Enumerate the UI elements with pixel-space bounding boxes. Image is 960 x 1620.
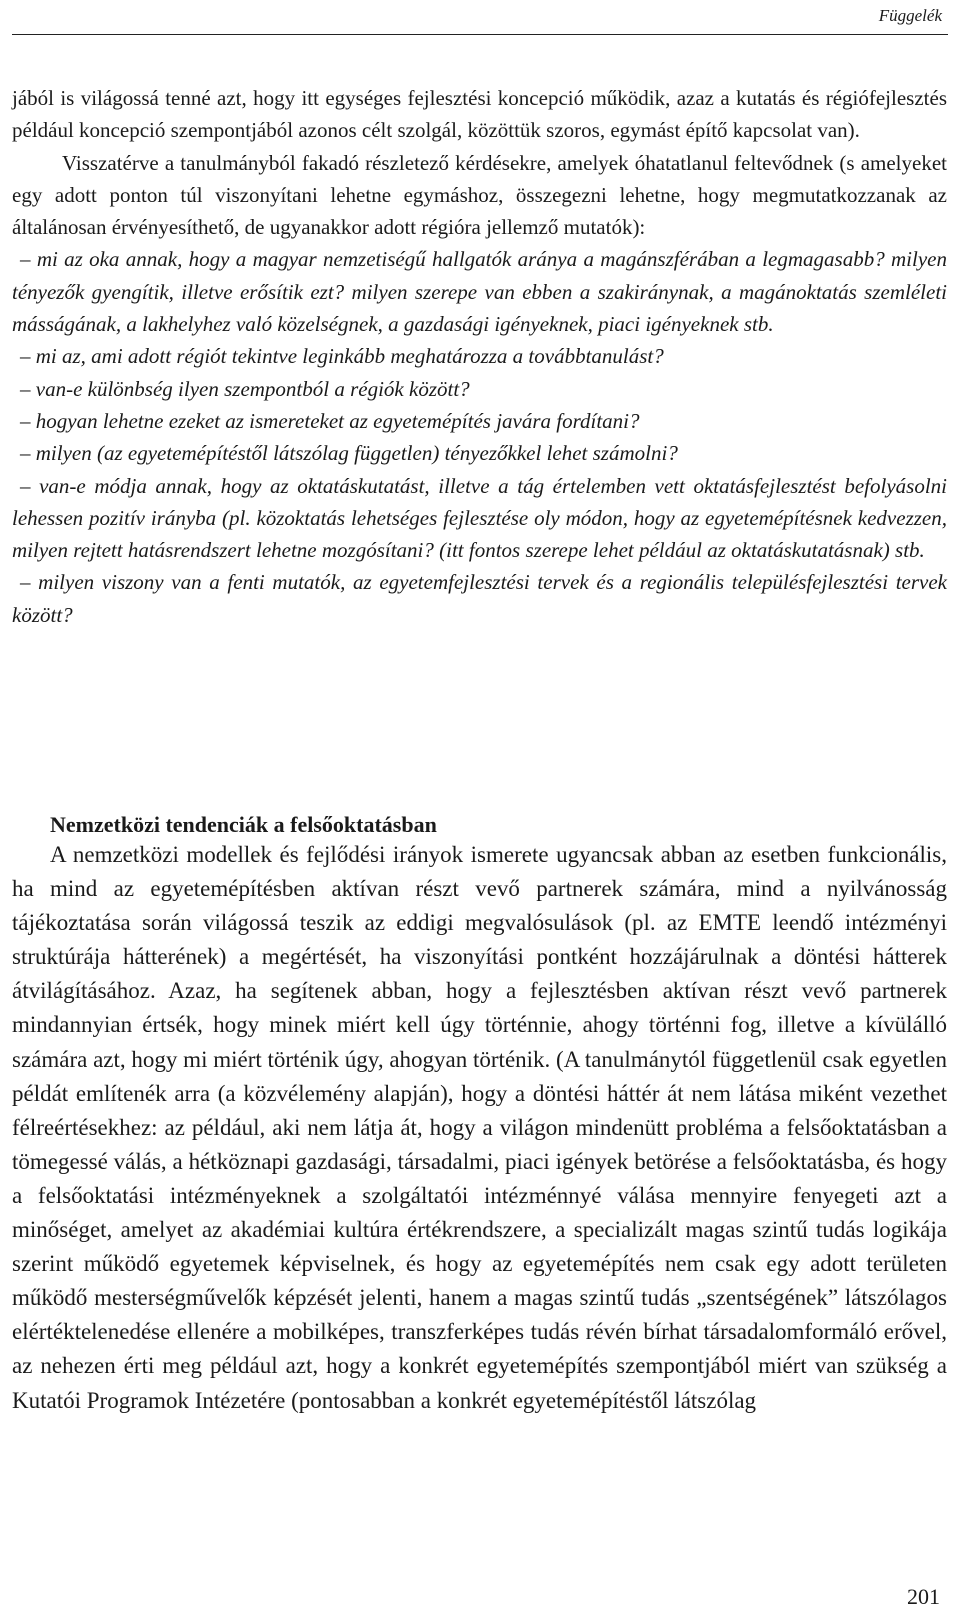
question-item: – van-e módja annak, hogy az oktatáskutatást, illetve a tág értelemben vett oktatásfejlesztést befolyásolni lehessen pozitív irányba (pl. közoktatás lehetséges fejlesztése oly módon, hogy az egyetemépítésnek kedvezzen, milyen rejtett hatásrendszert lehetne mozgósítani? (itt fontos szerepe lehet például az oktatáskutatásnak) stb. xyxy=(12,473,947,563)
question-item: – milyen (az egyetemépítéstől látszólag független) tényezőkkel lehet számolni? xyxy=(20,441,678,466)
question-item: – van-e különbség ilyen szempontból a régiók között? xyxy=(20,376,470,401)
text-block-questions xyxy=(12,82,947,631)
question-item: – hogyan lehetne ezeket az ismereteket az egyetemépítés javára fordítani? xyxy=(20,408,640,433)
section-heading: Nemzetközi tendenciák a felsőoktatásban xyxy=(50,812,437,837)
question-item: – mi az oka annak, hogy a magyar nemzetiségű hallgatók aránya a magánszférában a legmagasabb? milyen tényezők gyengítik, illetve erősítik ezt? milyen szerepe van ebben a szakiránynak, a magánoktatás szemléleti másságának, a lakhelyhez való közelségnek, a gazdasági igényeknek, piaci igényeknek stb. xyxy=(12,247,947,337)
section-body: A nemzetközi modellek és fejlődési irányok ismerete ugyancsak abban az esetben funkcionális, ha mind az egyetemépítésben aktívan részt vevő partnerek számára, mind a nyilvánosság tájékoztatása során világossá teszik az eddigi megvalósulások (pl. az EMTE leendő intézményi struktúrája hátterének) a megértését, ha viszonyítási pontként hozzájárulnak a döntési hátterek átvilágításához. Azaz, ha segítenek abban, hogy a fejlesztésben aktívan részt vevő partnerek mindannyian értsék, hogy minek miért kell úgy történnie, ahogy történni fog, illetve a kívülálló számára azt, hogy mi miért történik úgy, ahogyan történik. (A tanulmánytól függetlenül csak egyetlen példát említenék arra (a közvélemény alapján), hogy a döntési háttér át nem látása miként vezethet félreértésekhez: az például, aki nem látja át, hogy a világon mindenütt probléma a felsőoktatásban a tömegessé válás, a hétköznapi gazdasági, társadalmi, piaci igények betörése a felsőoktatásba, és hogy a felsőoktatási intézményeknek a szolgáltatói intézménnyé válása mennyire fenyegeti azt a minőséget, amelyet az akadémiai kultúra értékrendszere, a specializált magas szintű tudás logikája szerint működő egyetemek képviselnek, és hogy az egyetemépítés nem csak egy adott területen működő mesterségművelők képzését jelenti, hanem a magas szintű tudás „szentségének” látszólagos elértéktelenedése ellenére a mobilképes, transzferképes tudás révén bírhat társadalomformáló erővel, az nehezen érti meg például azt, hogy a konkrét egyetemépítés szempontjából miért van szükség a Kutatói Programok Intézetére (pontosabban a konkrét egyetemépítéstől látszólag xyxy=(12,842,947,1413)
header-rule xyxy=(12,34,948,35)
page-number: 201 xyxy=(907,1584,940,1609)
paragraph-continuation: jából is világossá tenné azt, hogy itt egységes fejlesztési koncepció működik, azaz a kutatás és régiófejlesztés például koncepció szempontjából azonos célt szolgál, közöttük szoros, egymást építő kapcsolat van). xyxy=(12,86,947,143)
running-head: Függelék xyxy=(878,6,942,25)
question-item: – milyen viszony van a fenti mutatók, az egyetemfejlesztési tervek és a regionális településfejlesztési tervek között? xyxy=(12,570,947,627)
paragraph-intro: Visszatérve a tanulmányból fakadó részletező kérdésekre, amelyek óhatatlanul feltevődnek (s amelyeket egy adott ponton túl viszonyítani lehetne egymáshoz, összegezni lehetne, hogy megmutatkozzanak az általánosan érvényesíthető, de ugyanakkor adott régióra jellemző mutatók): xyxy=(12,150,947,240)
question-item: – mi az, ami adott régiót tekintve leginkább meghatározza a továbbtanulást? xyxy=(20,344,664,369)
